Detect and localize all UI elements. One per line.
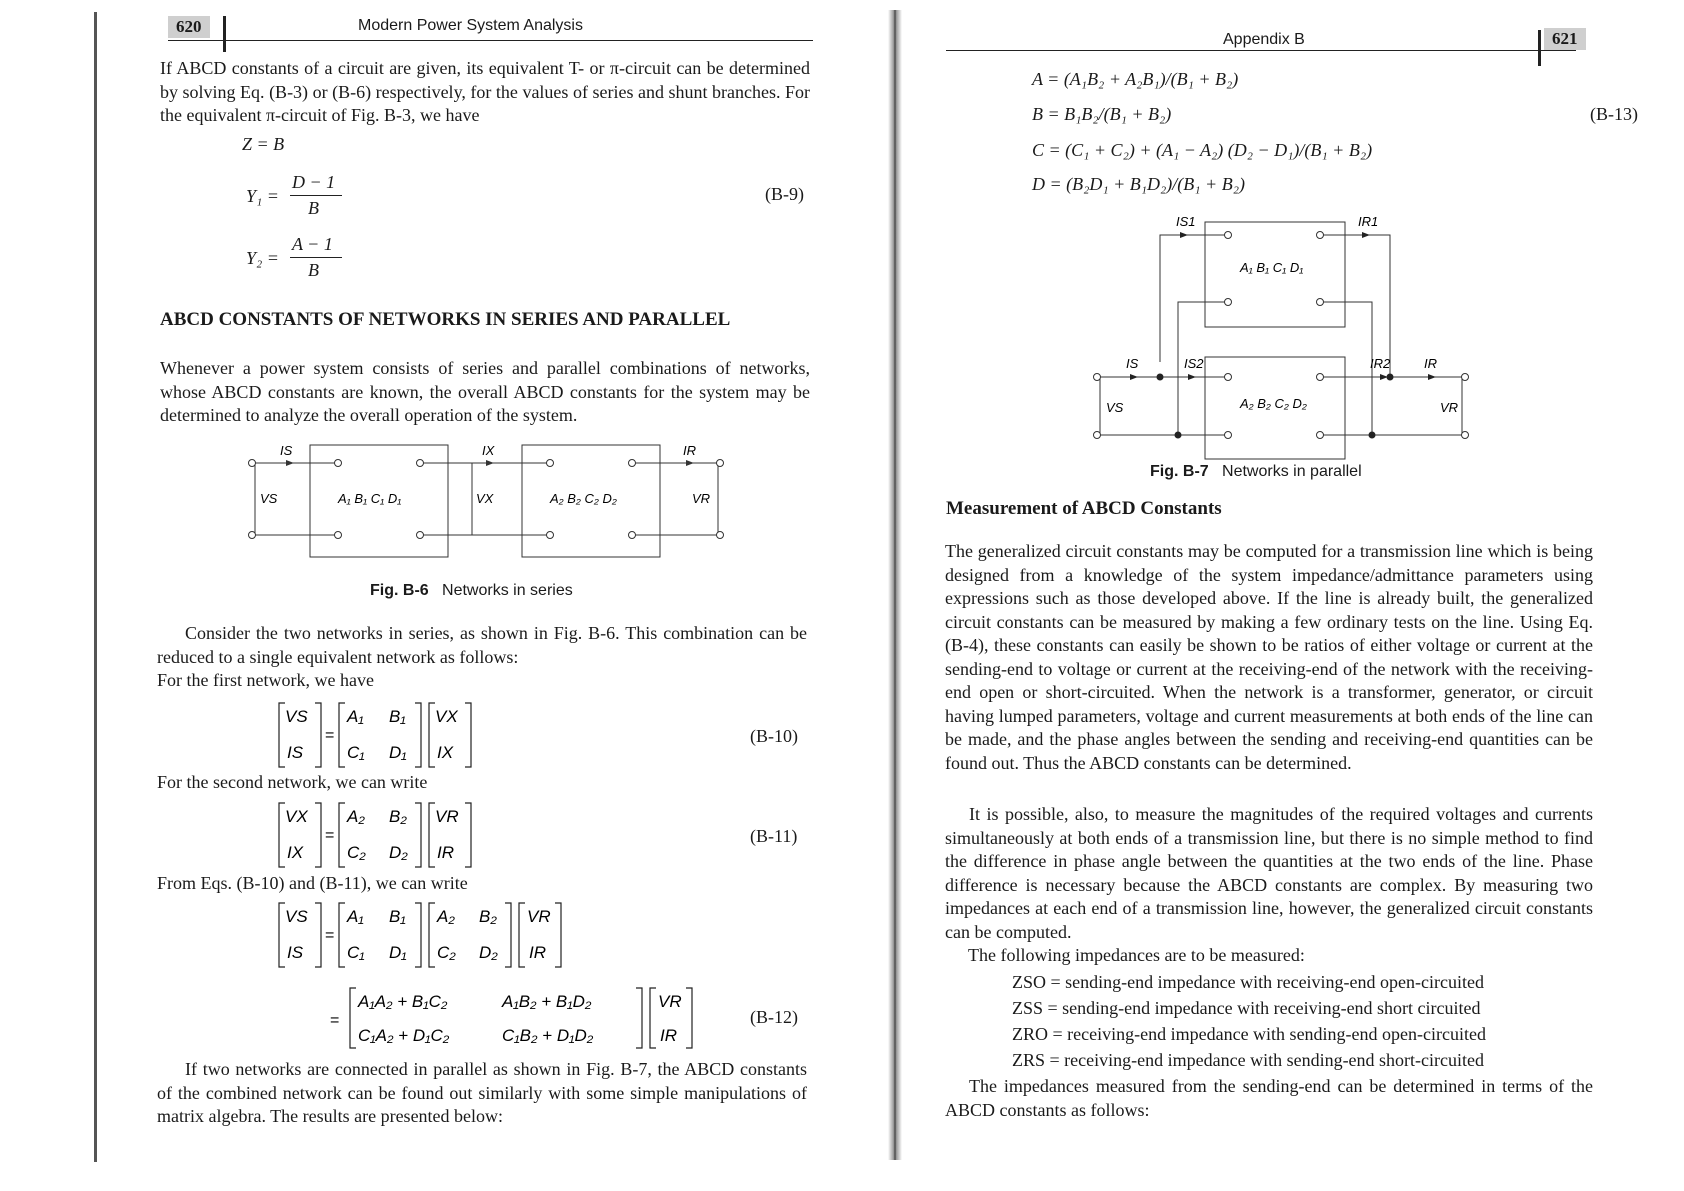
- m12a-rhs-0: VR: [527, 907, 551, 926]
- m12b-m-3: C₁B₂ + D₁D₂: [502, 1026, 594, 1045]
- label-is: IS: [1126, 356, 1139, 371]
- header-rule: [946, 50, 1576, 51]
- impedance-zso: ZSO = sending-end impedance with receiving-end open-circuited: [1012, 972, 1484, 992]
- svg-text:=: =: [325, 827, 335, 844]
- m12a-rhs-1: IR: [529, 943, 546, 962]
- m11-lhs-0: VX: [285, 807, 308, 826]
- label-ir1: IR1: [1358, 214, 1379, 229]
- m11-m-2: C₂: [347, 843, 366, 862]
- fig-b6-caption: [370, 582, 573, 600]
- svg-text:=: =: [330, 1012, 340, 1029]
- eq-y1-den: B: [308, 198, 319, 218]
- svg-text:=: =: [325, 927, 335, 944]
- arrow-is2: [1188, 374, 1196, 380]
- measurement-paragraph-1: The generalized circuit constants may be computed for a transmission line which is being designed from a knowledge of the system impedance/admittance parameters using expressions such as those developed above. If the line is already built, the generalized circuit constants can be measured by making a few ordinary tests on the line. Using Eq. (B-4), these constants can easily be shown to be ratios of either voltage or current at the sending-end to voltage or current at the receiving-end of the network with the receiving-end open or short-circuited. When the network is a transformer, generator, or circuit having lumped parameters, voltage and current measurements at both ends of the line can be made, and the phase angles between the sending and receiving-end quantities can be found out. Thus the ABCD constants can be determined.: [945, 541, 1593, 773]
- eq-y2-lhs: Y₂ =: [246, 248, 279, 268]
- m10-lhs-1: IS: [287, 743, 304, 762]
- label-is: IS: [280, 443, 293, 458]
- arrow-ir1: [1362, 232, 1370, 238]
- page-number: 621: [1544, 28, 1586, 50]
- section-heading: ABCD CONSTANTS OF NETWORKS IN SERIES AND PARALLEL: [160, 309, 731, 330]
- figure-b6: [240, 435, 730, 560]
- first-network-text: For the first network, we have: [157, 670, 374, 690]
- eq-d: D = (B₂D₁ + B₁D₂)/(B₁ + B₂): [1032, 174, 1245, 194]
- running-title: Appendix B: [1223, 31, 1305, 48]
- fig-b6-number: Fig. B-6: [370, 582, 429, 599]
- fig-b6-text: Networks in series: [442, 582, 573, 599]
- label-ir2: IR2: [1370, 356, 1391, 371]
- figure-b7: [1080, 212, 1500, 462]
- parallel-paragraph: If two networks are connected in parallel as shown in Fig. B-7, the ABCD constants of the combined network can be found out similarly with some simple manipulations of matrix algebra. The results are presented below:: [157, 1059, 807, 1126]
- m12a-m1-0: A₁: [347, 907, 364, 926]
- m10-m-0: A₁: [347, 707, 364, 726]
- eq-label-b10: (B-10): [750, 726, 798, 746]
- arrow-ir2: [1380, 374, 1388, 380]
- header-tick: [1538, 30, 1541, 66]
- m12a-m2-1: B₂: [479, 907, 497, 926]
- box2-label: A₂ B₂ C₂ D₂: [550, 491, 617, 506]
- m12a-m1-3: D₁: [389, 943, 407, 962]
- eq-label-b11: (B-11): [750, 826, 798, 846]
- m12b-m-1: A₁B₂ + B₁D₂: [502, 992, 592, 1011]
- m12b-m-2: C₁A₂ + D₁C₂: [358, 1026, 450, 1045]
- m11-m-1: B₂: [389, 807, 407, 826]
- second-network-text: For the second network, we can write: [157, 772, 428, 792]
- eq-a: A = (A₁B₂ + A₂B₁)/(B₁ + B₂): [1032, 69, 1239, 89]
- box1-label: A₁ B₁ C₁ D₁: [1240, 260, 1304, 275]
- m11-m-0: A₂: [347, 807, 365, 826]
- header-rule: [168, 40, 813, 41]
- eq-c: C = (C₁ + C₂) + (A₁ − A₂) (D₂ − D₁)/(B₁ + B₂): [1032, 140, 1373, 160]
- arrow-ir: [1428, 374, 1436, 380]
- m10-rhs-1: IX: [437, 743, 454, 762]
- label-ix: IX: [482, 443, 495, 458]
- label-is1: IS1: [1176, 214, 1196, 229]
- eq-b: B = B₁B₂/(B₁ + B₂): [1032, 104, 1172, 124]
- matrix-b11: [275, 800, 505, 870]
- eq-label-b9: (B-9): [765, 184, 804, 204]
- eq-y2-bar: [290, 257, 342, 258]
- impedance-zro: ZRO = receiving-end impedance with sending-end open-circuited: [1012, 1024, 1486, 1044]
- eq-label-b13: (B-13): [1590, 104, 1638, 124]
- m11-lhs-1: IX: [287, 843, 304, 862]
- eq-z: Z = B: [242, 134, 285, 154]
- eq-y1-num: D − 1: [292, 172, 336, 192]
- label-is2: IS2: [1184, 356, 1204, 371]
- page-number: 620: [168, 16, 210, 38]
- arrow-ir: [686, 460, 694, 466]
- m12a-m1-2: C₁: [347, 943, 365, 962]
- label-ir: IR: [1424, 356, 1437, 371]
- m12a-m1-1: B₁: [389, 907, 406, 926]
- label-vr: VR: [1440, 400, 1459, 415]
- eq-y1-bar: [290, 195, 342, 196]
- m10-lhs-0: VS: [285, 707, 308, 726]
- label-vs: VS: [1106, 400, 1124, 415]
- eq-y1-lhs: Y₁ =: [246, 186, 279, 206]
- arrow-is: [286, 460, 294, 466]
- label-vx: VX: [476, 491, 494, 506]
- m12a-lhs-0: VS: [285, 907, 308, 926]
- right-page: [900, 0, 1684, 1191]
- arrow-is1: [1180, 232, 1188, 238]
- m12a-lhs-1: IS: [287, 943, 304, 962]
- impedance-zss: ZSS = sending-end impedance with receiving-end short circuited: [1012, 998, 1481, 1018]
- box1-label: A₁ B₁ C₁ D₁: [338, 491, 402, 506]
- measurement-paragraph-2: It is possible, also, to measure the magnitudes of the required voltages and currents simultaneously at both ends of a transmission line, but there is no simple method to find the difference in phase angle between the quantities at the two ends of the line. Phase difference is necessary because the ABCD constants are complex. By measuring two impedances at each end of a transmission line, however, the generalized circuit constants can be computed.: [945, 804, 1593, 942]
- m12b-rhs-1: IR: [660, 1026, 677, 1045]
- running-title: Modern Power System Analysis: [358, 17, 583, 34]
- header-tick: [223, 16, 226, 52]
- m11-rhs-1: IR: [437, 843, 454, 862]
- eq-y2-den: B: [308, 260, 319, 280]
- m12b-m-0: A₁A₂ + B₁C₂: [358, 992, 448, 1011]
- label-ir: IR: [683, 443, 696, 458]
- junction-dot: [1157, 374, 1164, 381]
- arrow-ix: [486, 460, 494, 466]
- m10-rhs-0: VX: [435, 707, 458, 726]
- arrow-is: [1130, 374, 1138, 380]
- junction-dot: [1175, 432, 1182, 439]
- box2-label: A₂ B₂ C₂ D₂: [1240, 396, 1307, 411]
- section-paragraph: Whenever a power system consists of series and parallel combinations of networks, whose ABCD constants are known, the overall ABCD constants for the system may be determined to analyze the overall operation of the system.: [160, 358, 810, 425]
- m11-rhs-0: VR: [435, 807, 459, 826]
- matrix-b12a: [275, 900, 615, 970]
- junction-dot: [1369, 432, 1376, 439]
- matrix-b12b: [322, 985, 722, 1051]
- m10-m-2: C₁: [347, 743, 365, 762]
- m12a-m2-0: A₂: [437, 907, 455, 926]
- eq-y2-num: A − 1: [292, 234, 333, 254]
- consider-paragraph: Consider the two networks in series, as shown in Fig. B-6. This combination can be reduced to a single equivalent network as follows:: [157, 623, 807, 667]
- following-text: The following impedances are to be measured:: [968, 945, 1305, 965]
- fig-b7-number: Fig. B-7: [1150, 463, 1209, 480]
- impedance-zrs: ZRS = receiving-end impedance with sending-end short-circuited: [1012, 1050, 1485, 1070]
- intro-paragraph: If ABCD constants of a circuit are given, its equivalent T- or π-circuit can be determined by solving Eq. (B-3) or (B-6) respectively, for the values of series and shunt branches. For the equivalent π-circuit of Fig. B-3, we have: [160, 58, 810, 125]
- m11-m-3: D₂: [389, 843, 408, 862]
- fig-b7-caption: [1150, 463, 1362, 481]
- from-eqs-text: From Eqs. (B-10) and (B-11), we can write: [157, 873, 468, 893]
- eq-label-b12: (B-12): [750, 1007, 798, 1027]
- matrix-b10: [275, 700, 505, 770]
- m10-m-3: D₁: [389, 743, 407, 762]
- measurement-heading: Measurement of ABCD Constants: [946, 498, 1222, 519]
- final-paragraph: The impedances measured from the sending-end can be determined in terms of the ABCD constants as follows:: [945, 1076, 1593, 1120]
- m10-m-1: B₁: [389, 707, 406, 726]
- m12b-rhs-0: VR: [658, 992, 682, 1011]
- label-vr: VR: [692, 491, 711, 506]
- m12a-m2-3: D₂: [479, 943, 498, 962]
- fig-b7-text: Networks in parallel: [1222, 463, 1362, 480]
- m12a-m2-2: C₂: [437, 943, 456, 962]
- label-vs: VS: [260, 491, 278, 506]
- svg-text:=: =: [325, 727, 335, 744]
